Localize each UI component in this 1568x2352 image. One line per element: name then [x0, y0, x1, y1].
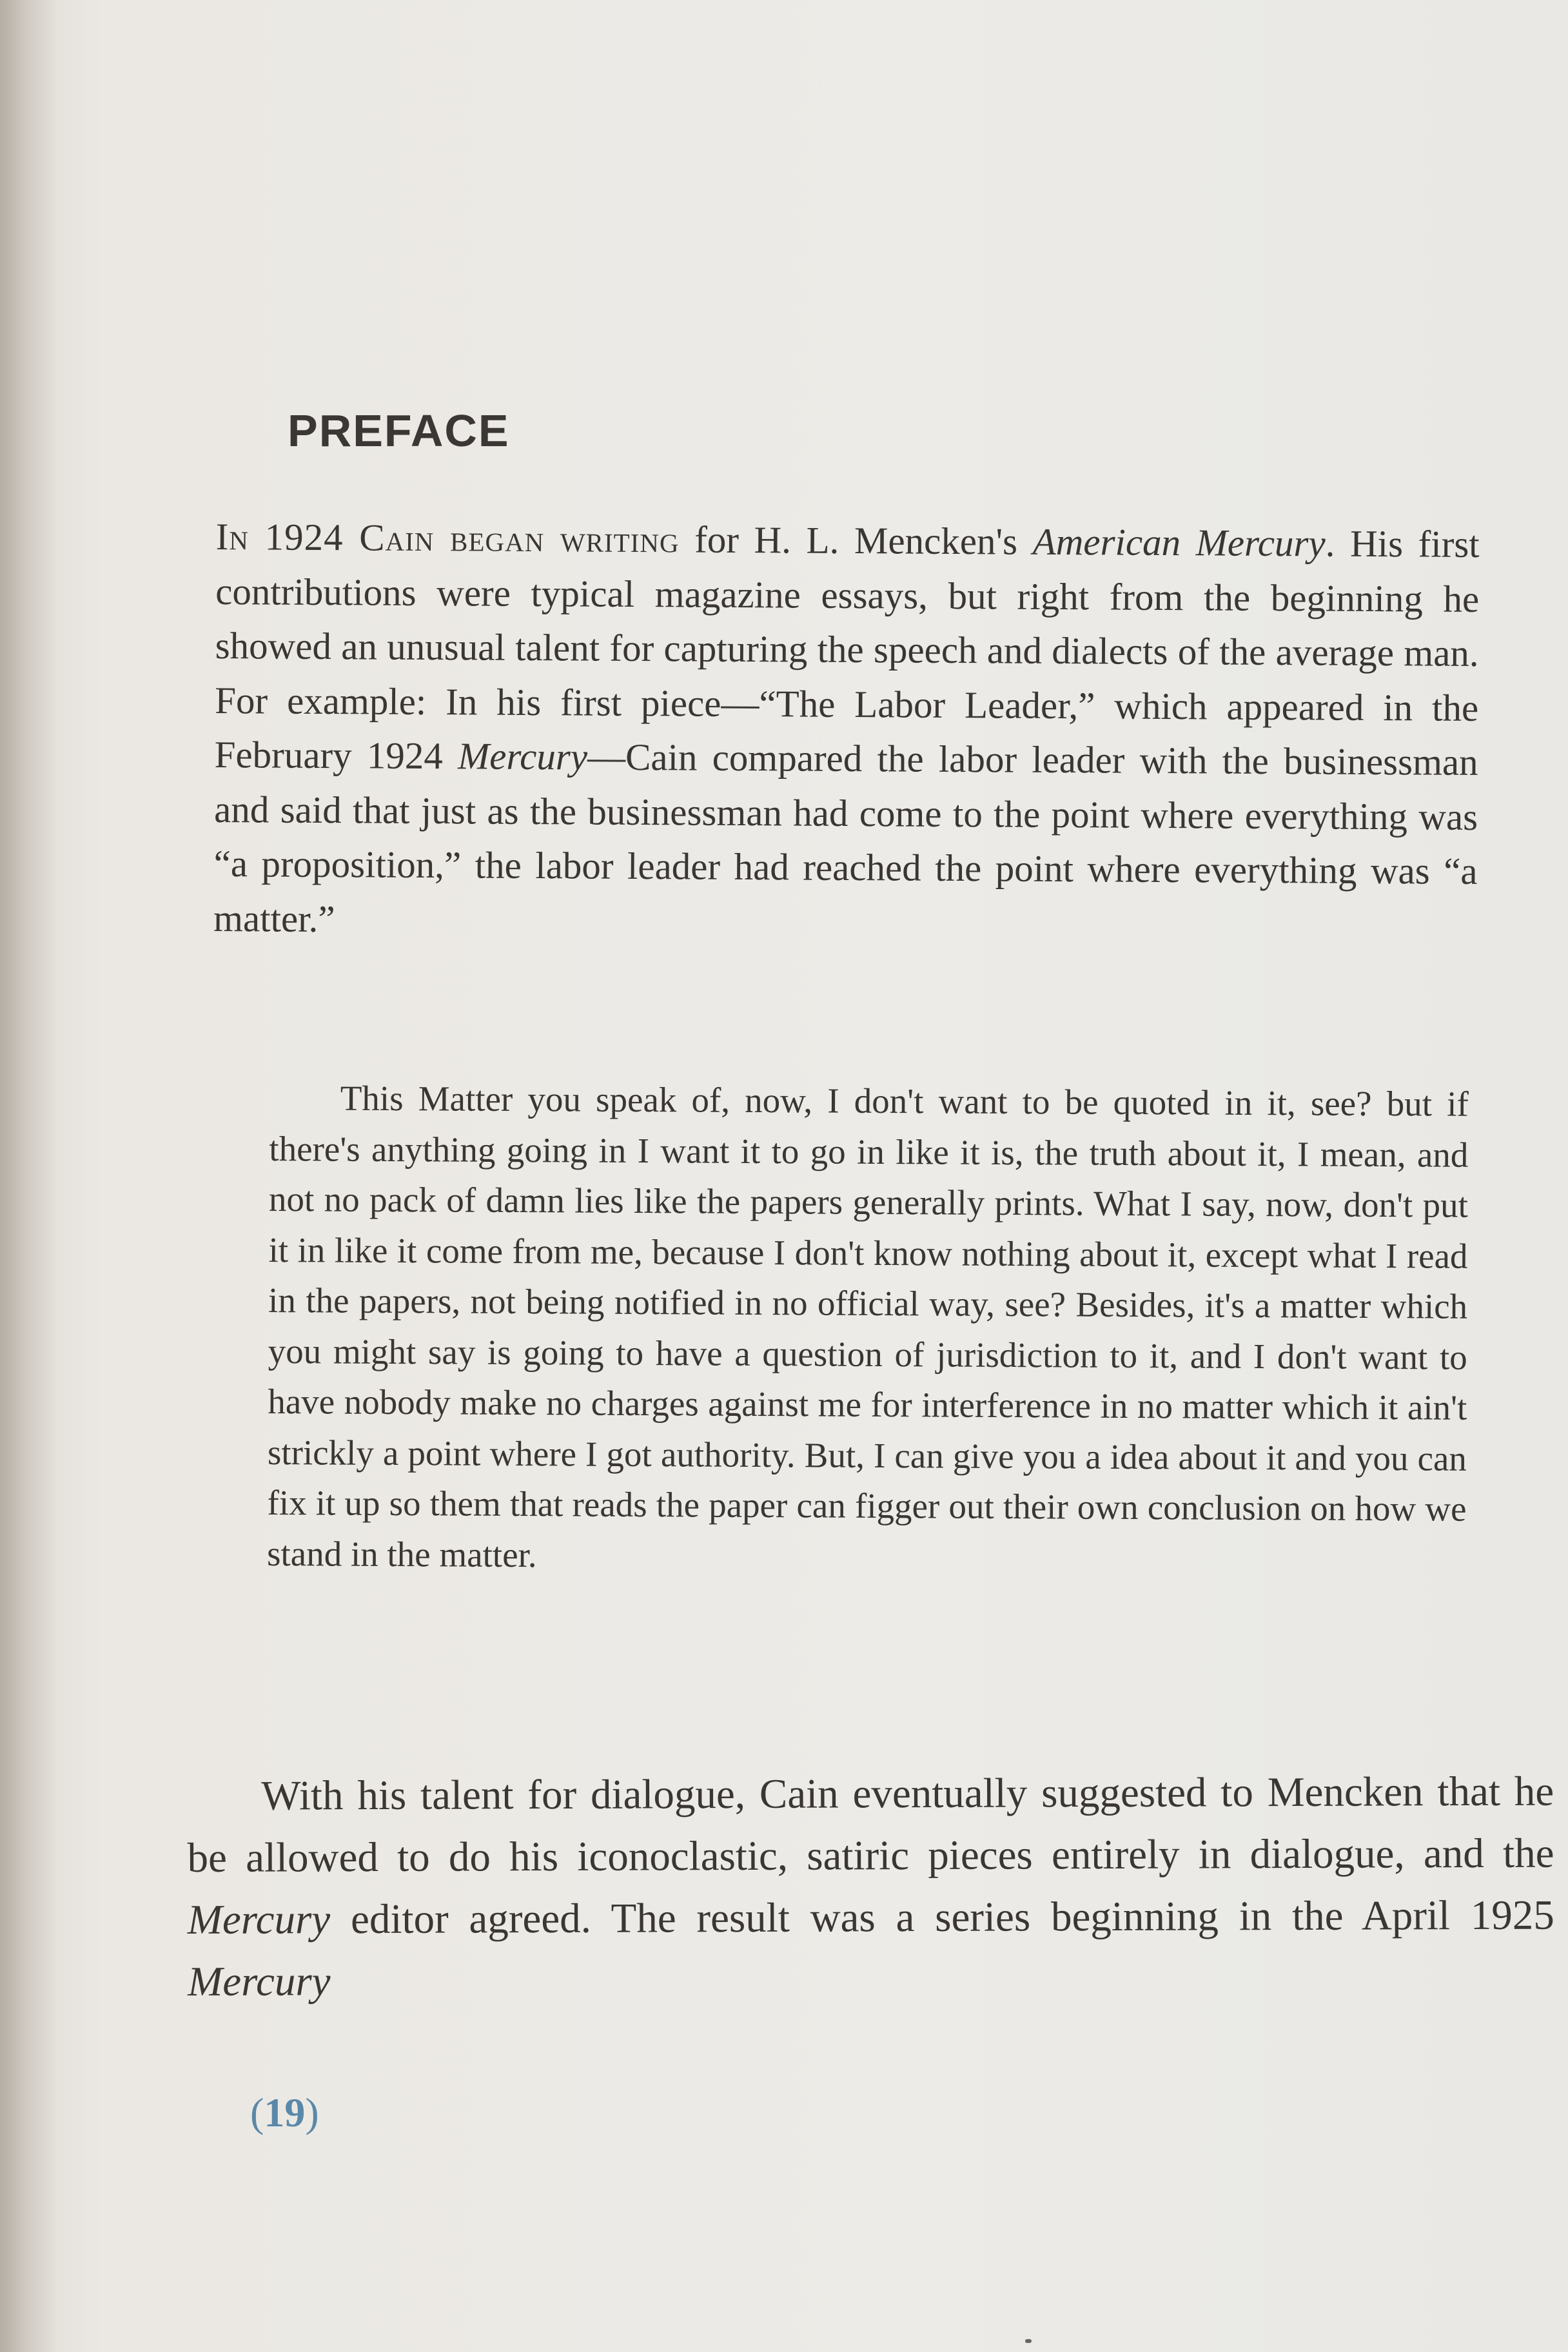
folio-close-paren: ): [305, 2090, 319, 2135]
paragraph-text: . His first contributions were typical magazine essays, but right from the beginning he showed an unusual talent for capturing the speech and dialects of the average man. For example: In his first piece—“The Labor Leader,” which appeared in the February 1924: [214, 522, 1480, 778]
page-number: [250, 2089, 319, 2137]
quote-text: This Matter you speak of, now, I don't want to be quoted in it, see? but if there's anything going in I want it to go in like it is, the truth about it, I mean, and not no pack of damn lies like the papers generally prints. What I say, now, don't put it in like it come from me, because I don't know nothing about it, except what I read in the papers, not being notified in no official way, see? Besides, it's a matter which you might say is going to have a question of jurisdiction to it, and I don't want to have nobody make no charges against me for interference in no matter which it ain't strickly a point where I got authority. But, I can give you a idea about it and you can fix it up so them that reads the paper can figger out their own conclusion on how we stand in the matter.: [266, 1078, 1469, 1574]
body-paragraph-1: [213, 509, 1480, 953]
folio-number: 19: [264, 2090, 306, 2135]
paragraph-text: —Cain compared the labor leader with the businessman and said that just as the businessman had come to the point where everything was “a proposition,” the labor leader had reached the point where everything was “a matter.”: [213, 735, 1478, 940]
quote-indent: [270, 1078, 340, 1118]
body-paragraph-2: [187, 1761, 1554, 2013]
paragraph-text: With his talent for dialogue, Cain eventually suggested to Mencken that he be allowed to do his iconoclastic, satiric pieces entirely in dialogue, and the: [187, 1768, 1554, 1881]
paragraph-text: editor agreed. The result was a series beginning in the April 1925: [330, 1892, 1554, 1943]
publication-title: Mercury: [457, 734, 588, 778]
block-quote: [267, 1073, 1469, 1585]
section-heading: PREFACE: [288, 406, 510, 456]
publication-title: Mercury: [188, 1958, 331, 2005]
page-gutter-shadow: [0, 0, 58, 2352]
opening-small-caps: In 1924 Cain began writing: [215, 514, 680, 561]
publication-title: Mercury: [187, 1896, 331, 1943]
paper-speck: [1025, 2339, 1032, 2343]
paragraph-text: for H. L. Mencken's: [679, 518, 1033, 563]
publication-title: American Mercury: [1032, 520, 1326, 565]
folio-open-paren: (: [250, 2090, 264, 2135]
